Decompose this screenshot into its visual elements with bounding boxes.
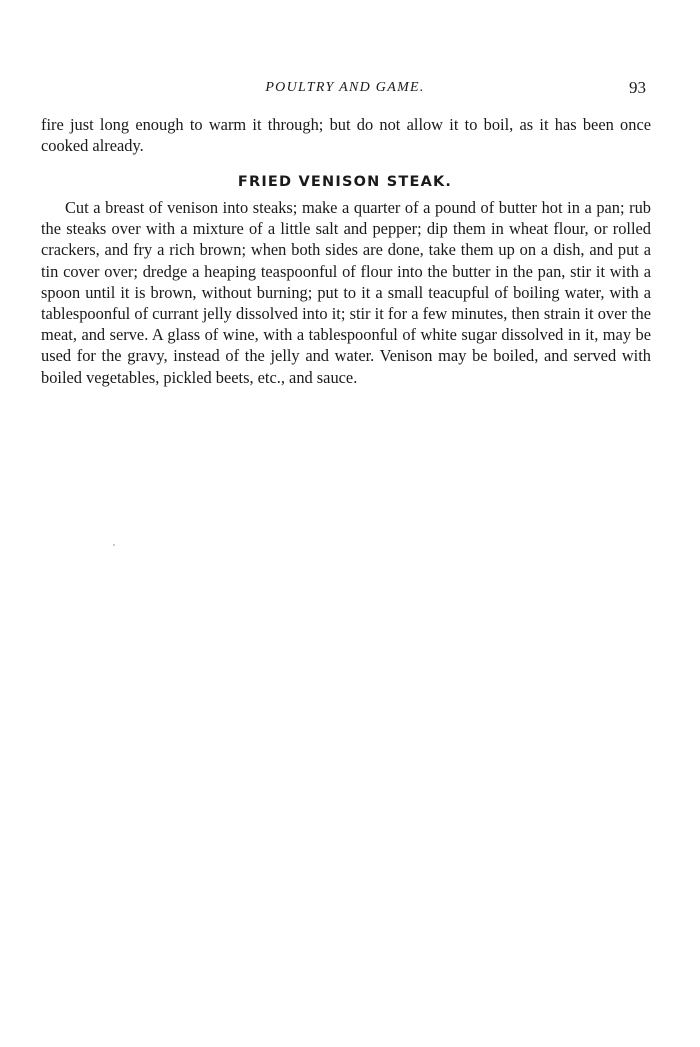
running-title: POULTRY AND GAME. bbox=[265, 80, 425, 95]
page-number: 93 bbox=[629, 78, 646, 97]
paper-speck bbox=[113, 544, 115, 546]
recipe-paragraph: Cut a breast of venison into steaks; make a quarter of a pound of butter hot in a pan; rub the steaks over with a mixture of a little salt and pepper; dip them in wheat flour, or rolled crackers, and fry a rich brown; when both sides are done, take them up on a dish, and put a tin cover over; dredge a heaping teaspoonful of flour into the butter in the pan, stir it with a spoon until it is brown, without burning; put to it a small teacupful of boiling water, with a tablespoonful of currant jelly dissolved into it; stir it for a few minutes, then strain it over the meat, and serve. A glass of wine, with a tablespoonful of white sugar dissolved in it, may be used for the gravy, instead of the jelly and water. Venison may be boiled, and served with boiled vegetables, pickled beets, etc., and sauce. bbox=[41, 198, 651, 387]
section-heading: FRIED VENISON STEAK. bbox=[237, 174, 453, 190]
continued-paragraph: fire just long enough to warm it through; but do not allow it to boil, as it has been once cooked already. bbox=[41, 115, 651, 156]
running-header bbox=[40, 80, 650, 104]
